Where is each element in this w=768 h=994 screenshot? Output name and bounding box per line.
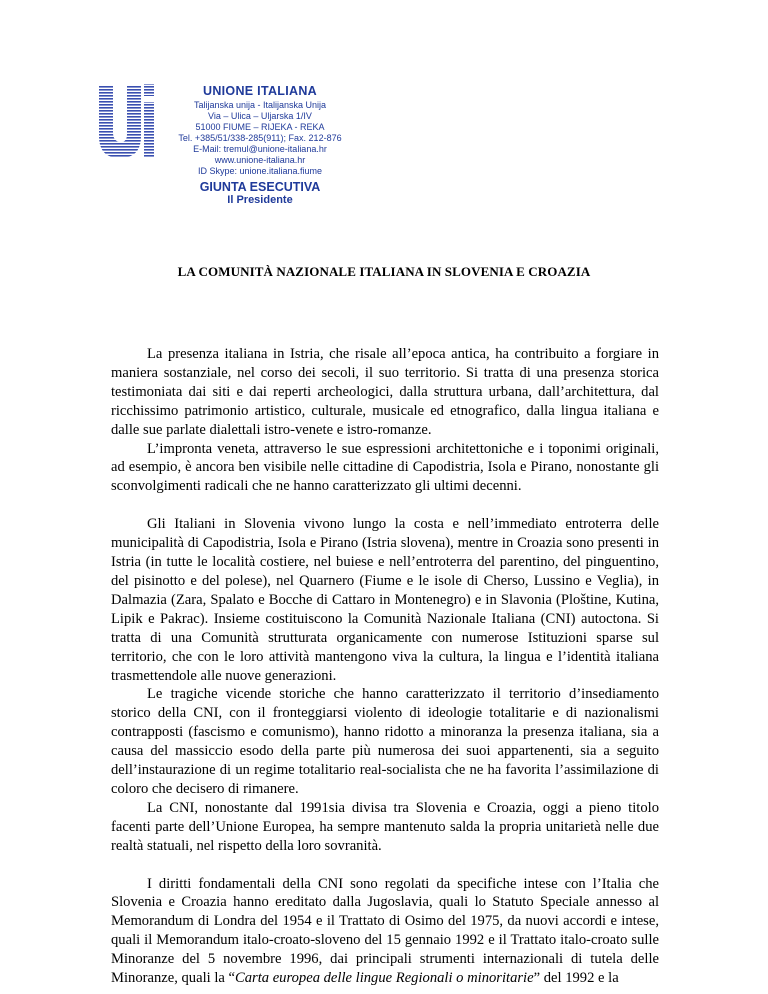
organization-name: UNIONE ITALIANA xyxy=(203,84,317,98)
letterhead-line: www.unione-italiana.hr xyxy=(214,155,306,165)
letterhead xyxy=(160,84,360,206)
paragraph: La presenza italiana in Istria, che risale all’epoca antica, ha contribuito a forgiare in maniera sostanziale, nel corso dei secoli, il suo territorio. Si tratta di una presenza storica testimoniata dai siti e dai reperti archeologici, dalla struttura urbana, dall’architettura, dal ricchissimo patrimonio artistico, culturale, musicale ed etnografico, dalla lingua italiana e dalle sue parlate dialettali istro-venete e istro-romanze. xyxy=(111,346,659,438)
paragraph: Le tragiche vicende storiche che hanno caratterizzato il territorio d’insediamento storico della CNI, con il fronteggiarsi violento di ideologie totalitarie e di nazionalismi contrapposti (fascismo e comunismo), hanno ridotto a minoranza la presenza italiana, sia a causa del massiccio esodo della parte più numerosa dei suoi appartenenti, sia a seguito dell’instaurazione di un regime totalitario real-socialista che ne ha favorita l’assimilazione di coloro che decisero di rimanere. xyxy=(111,686,659,797)
giunta-heading: GIUNTA ESECUTIVA xyxy=(199,180,321,194)
paragraph: Gli Italiani in Slovenia vivono lungo la costa e nell’immediato entroterra delle municipalità di Capodistria, Isola e Pirano (Istria slovena), mentre in Croazia sono presenti in Istria (in tutte le località costiere, nel buiese e nell’entroterra del parentino, del pinguentino, del pisinotto e del polese), nel Quarnero (Fiume e le isole di Cherso, Lussino e Veglia), in Dalmazia (Zara, Spalato e Bocche di Cattaro in Montenegro) e in Slavonia (Ploštine, Kutina, Lipik e Pakrac). Insieme costituiscono la Comunità Nazionale Italiana (CNI) autoctona. Si tratta di una Comunità strutturata organicamente con numerose Istituzioni sparse sul territorio, che con le loro attività mantengono viva la cultura, la lingua e l’identità italiana trasmettendole alle nuove generazioni. xyxy=(111,516,659,684)
unione-italiana-logo xyxy=(97,80,155,160)
document-body xyxy=(111,345,659,988)
document-title: LA COMUNITÀ NAZIONALE ITALIANA IN SLOVENIA E CROAZIA xyxy=(177,264,591,279)
paragraph-text: I diritti fondamentali della CNI sono regolati da specifiche intese con l’Italia che Slovenia e Croazia hanno ereditato dalla Jugoslavia, quali lo Statuto Speciale annesso al Memorandum di Londra del 1954 e il Trattato di Osimo del 1975, da nuovi accordi e intese, quali il Memorandum italo-croato-sloveno del 15 gennaio 1992 e il Trattato italo-croato sulle Minoranze del 5 novembre 1996, dai principali strumenti internazionali di tutela delle Minoranze, quali la “ xyxy=(111,875,659,987)
paragraph xyxy=(111,875,659,988)
letterhead-line: 51000 FIUME – RIJEKA - REKA xyxy=(195,122,325,132)
letterhead-line: ID Skype: unione.italiana.fiume xyxy=(197,166,323,176)
president-heading: Il Presidente xyxy=(227,194,293,206)
letterhead-line: E-Mail: tremul@unione-italiana.hr xyxy=(193,144,327,154)
paragraph: La CNI, nonostante dal 1991sia divisa tra Slovenia e Croazia, oggi a pieno titolo facenti parte dell’Unione Europea, ha sempre mantenuto salda la propria unitarietà nelle due realtà statuali, nel rispetto della loro sovranità. xyxy=(111,799,659,854)
italic-title: Carta europea delle lingue Regionali o minoritarie xyxy=(235,970,534,987)
paragraph-text: ” del 1992 e la xyxy=(533,970,619,987)
letterhead-line: Talijanska unija - Italijanska Unija xyxy=(193,100,327,110)
letterhead-line: Tel. +385/51/338-285(911); Fax. 212-876 xyxy=(178,133,342,143)
paragraph: L’impronta veneta, attraverso le sue espressioni architettoniche e i toponimi originali, ad esempio, è ancora ben visibile nelle cittadine di Capodistria, Isola e Pirano, nonostante gli sconvolgimenti radicali che ne hanno caratterizzato gli ultimi decenni. xyxy=(111,440,659,495)
letterhead-line: Via – Ulica – Uljarska 1/IV xyxy=(208,111,312,121)
